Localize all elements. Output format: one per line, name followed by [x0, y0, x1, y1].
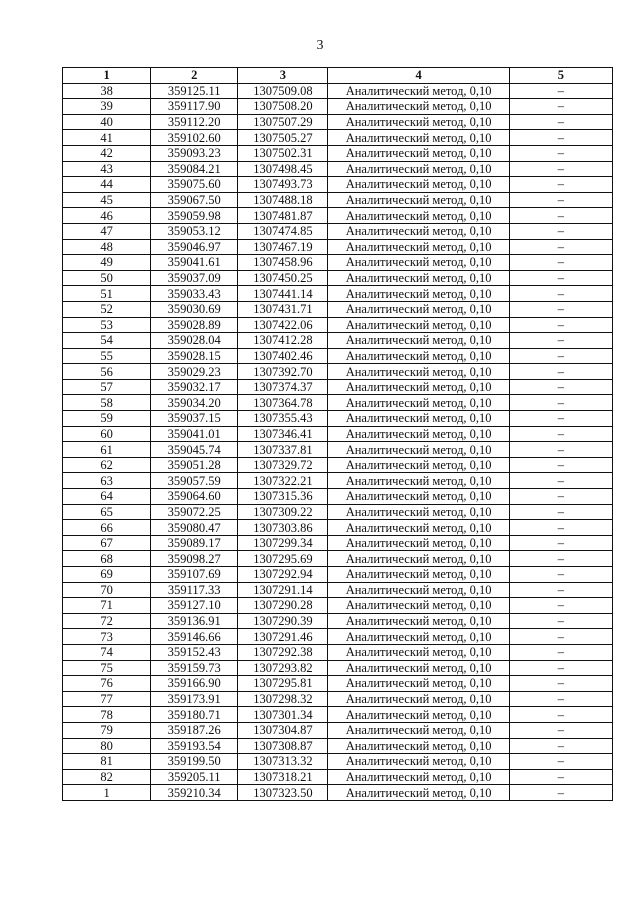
point-number-cell: 39	[63, 99, 151, 115]
y-coordinate-cell: 1307502.31	[238, 145, 328, 161]
accuracy-method-cell: Аналитический метод, 0,10	[328, 442, 509, 458]
y-coordinate-cell: 1307422.06	[238, 317, 328, 333]
point-number-cell: 60	[63, 426, 151, 442]
point-number-cell: 66	[63, 520, 151, 536]
x-coordinate-cell: 359064.60	[151, 489, 238, 505]
note-cell: –	[509, 348, 612, 364]
column-header: 1	[63, 68, 151, 84]
y-coordinate-cell: 1307323.50	[238, 785, 328, 801]
note-cell: –	[509, 426, 612, 442]
table-row	[63, 676, 613, 692]
note-cell: –	[509, 270, 612, 286]
y-coordinate-cell: 1307299.34	[238, 535, 328, 551]
y-coordinate-cell: 1307374.37	[238, 379, 328, 395]
accuracy-method-cell: Аналитический метод, 0,10	[328, 130, 509, 146]
table-row	[63, 145, 613, 161]
table-row	[63, 161, 613, 177]
y-coordinate-cell: 1307488.18	[238, 192, 328, 208]
table-row	[63, 644, 613, 660]
x-coordinate-cell: 359037.15	[151, 411, 238, 427]
point-number-cell: 64	[63, 489, 151, 505]
x-coordinate-cell: 359193.54	[151, 738, 238, 754]
table-row	[63, 130, 613, 146]
point-number-cell: 46	[63, 208, 151, 224]
y-coordinate-cell: 1307481.87	[238, 208, 328, 224]
accuracy-method-cell: Аналитический метод, 0,10	[328, 691, 509, 707]
point-number-cell: 79	[63, 722, 151, 738]
note-cell: –	[509, 567, 612, 583]
accuracy-method-cell: Аналитический метод, 0,10	[328, 333, 509, 349]
note-cell: –	[509, 691, 612, 707]
table-row	[63, 598, 613, 614]
table-body	[63, 83, 613, 800]
y-coordinate-cell: 1307508.20	[238, 99, 328, 115]
accuracy-method-cell: Аналитический метод, 0,10	[328, 535, 509, 551]
table-row	[63, 769, 613, 785]
table-row	[63, 239, 613, 255]
note-cell: –	[509, 598, 612, 614]
x-coordinate-cell: 359210.34	[151, 785, 238, 801]
point-number-cell: 75	[63, 660, 151, 676]
y-coordinate-cell: 1307298.32	[238, 691, 328, 707]
x-coordinate-cell: 359033.43	[151, 286, 238, 302]
note-cell: –	[509, 317, 612, 333]
accuracy-method-cell: Аналитический метод, 0,10	[328, 722, 509, 738]
x-coordinate-cell: 359173.91	[151, 691, 238, 707]
y-coordinate-cell: 1307493.73	[238, 177, 328, 193]
accuracy-method-cell: Аналитический метод, 0,10	[328, 161, 509, 177]
note-cell: –	[509, 769, 612, 785]
point-number-cell: 74	[63, 644, 151, 660]
table-row	[63, 333, 613, 349]
note-cell: –	[509, 551, 612, 567]
point-number-cell: 53	[63, 317, 151, 333]
point-number-cell: 40	[63, 114, 151, 130]
table-row	[63, 473, 613, 489]
point-number-cell: 51	[63, 286, 151, 302]
x-coordinate-cell: 359159.73	[151, 660, 238, 676]
note-cell: –	[509, 754, 612, 770]
note-cell: –	[509, 255, 612, 271]
column-header: 5	[509, 68, 612, 84]
accuracy-method-cell: Аналитический метод, 0,10	[328, 255, 509, 271]
point-number-cell: 49	[63, 255, 151, 271]
point-number-cell: 59	[63, 411, 151, 427]
accuracy-method-cell: Аналитический метод, 0,10	[328, 208, 509, 224]
note-cell: –	[509, 504, 612, 520]
table-row	[63, 785, 613, 801]
note-cell: –	[509, 722, 612, 738]
y-coordinate-cell: 1307295.81	[238, 676, 328, 692]
point-number-cell: 58	[63, 395, 151, 411]
point-number-cell: 50	[63, 270, 151, 286]
x-coordinate-cell: 359046.97	[151, 239, 238, 255]
y-coordinate-cell: 1307309.22	[238, 504, 328, 520]
page-number: 3	[316, 38, 324, 53]
y-coordinate-cell: 1307431.71	[238, 301, 328, 317]
table-row	[63, 582, 613, 598]
x-coordinate-cell: 359041.01	[151, 426, 238, 442]
accuracy-method-cell: Аналитический метод, 0,10	[328, 411, 509, 427]
accuracy-method-cell: Аналитический метод, 0,10	[328, 348, 509, 364]
table-row	[63, 613, 613, 629]
y-coordinate-cell: 1307505.27	[238, 130, 328, 146]
x-coordinate-cell: 359205.11	[151, 769, 238, 785]
y-coordinate-cell: 1307292.94	[238, 567, 328, 583]
x-coordinate-cell: 359075.60	[151, 177, 238, 193]
x-coordinate-cell: 359028.04	[151, 333, 238, 349]
table-header-row	[63, 68, 613, 84]
column-header: 3	[238, 68, 328, 84]
point-number-cell: 61	[63, 442, 151, 458]
x-coordinate-cell: 359127.10	[151, 598, 238, 614]
x-coordinate-cell: 359117.90	[151, 99, 238, 115]
x-coordinate-cell: 359028.89	[151, 317, 238, 333]
x-coordinate-cell: 359030.69	[151, 301, 238, 317]
table-row	[63, 364, 613, 380]
point-number-cell: 62	[63, 457, 151, 473]
x-coordinate-cell: 359034.20	[151, 395, 238, 411]
y-coordinate-cell: 1307474.85	[238, 223, 328, 239]
accuracy-method-cell: Аналитический метод, 0,10	[328, 114, 509, 130]
table-row	[63, 411, 613, 427]
point-number-cell: 71	[63, 598, 151, 614]
y-coordinate-cell: 1307290.28	[238, 598, 328, 614]
note-cell: –	[509, 613, 612, 629]
y-coordinate-cell: 1307412.28	[238, 333, 328, 349]
point-number-cell: 42	[63, 145, 151, 161]
table-row	[63, 691, 613, 707]
table-row	[63, 489, 613, 505]
note-cell: –	[509, 738, 612, 754]
point-number-cell: 73	[63, 629, 151, 645]
point-number-cell: 78	[63, 707, 151, 723]
point-number-cell: 65	[63, 504, 151, 520]
accuracy-method-cell: Аналитический метод, 0,10	[328, 286, 509, 302]
note-cell: –	[509, 442, 612, 458]
x-coordinate-cell: 359053.12	[151, 223, 238, 239]
x-coordinate-cell: 359080.47	[151, 520, 238, 536]
y-coordinate-cell: 1307467.19	[238, 239, 328, 255]
note-cell: –	[509, 660, 612, 676]
accuracy-method-cell: Аналитический метод, 0,10	[328, 473, 509, 489]
y-coordinate-cell: 1307458.96	[238, 255, 328, 271]
x-coordinate-cell: 359107.69	[151, 567, 238, 583]
x-coordinate-cell: 359125.11	[151, 83, 238, 99]
table-row	[63, 192, 613, 208]
note-cell: –	[509, 411, 612, 427]
note-cell: –	[509, 676, 612, 692]
accuracy-method-cell: Аналитический метод, 0,10	[328, 270, 509, 286]
y-coordinate-cell: 1307329.72	[238, 457, 328, 473]
table-row	[63, 426, 613, 442]
y-coordinate-cell: 1307364.78	[238, 395, 328, 411]
table-row	[63, 504, 613, 520]
y-coordinate-cell: 1307392.70	[238, 364, 328, 380]
point-number-cell: 82	[63, 769, 151, 785]
x-coordinate-cell: 359117.33	[151, 582, 238, 598]
accuracy-method-cell: Аналитический метод, 0,10	[328, 769, 509, 785]
table-row	[63, 442, 613, 458]
accuracy-method-cell: Аналитический метод, 0,10	[328, 738, 509, 754]
note-cell: –	[509, 489, 612, 505]
accuracy-method-cell: Аналитический метод, 0,10	[328, 613, 509, 629]
y-coordinate-cell: 1307301.34	[238, 707, 328, 723]
x-coordinate-cell: 359187.26	[151, 722, 238, 738]
note-cell: –	[509, 644, 612, 660]
table-row	[63, 660, 613, 676]
point-number-cell: 76	[63, 676, 151, 692]
x-coordinate-cell: 359180.71	[151, 707, 238, 723]
y-coordinate-cell: 1307315.36	[238, 489, 328, 505]
note-cell: –	[509, 535, 612, 551]
table-row	[63, 395, 613, 411]
accuracy-method-cell: Аналитический метод, 0,10	[328, 644, 509, 660]
accuracy-method-cell: Аналитический метод, 0,10	[328, 520, 509, 536]
table-row	[63, 707, 613, 723]
note-cell: –	[509, 130, 612, 146]
column-header: 4	[328, 68, 509, 84]
x-coordinate-cell: 359072.25	[151, 504, 238, 520]
y-coordinate-cell: 1307295.69	[238, 551, 328, 567]
y-coordinate-cell: 1307291.14	[238, 582, 328, 598]
note-cell: –	[509, 192, 612, 208]
y-coordinate-cell: 1307313.32	[238, 754, 328, 770]
table-row	[63, 208, 613, 224]
note-cell: –	[509, 582, 612, 598]
x-coordinate-cell: 359032.17	[151, 379, 238, 395]
x-coordinate-cell: 359067.50	[151, 192, 238, 208]
accuracy-method-cell: Аналитический метод, 0,10	[328, 301, 509, 317]
table-row	[63, 629, 613, 645]
point-number-cell: 43	[63, 161, 151, 177]
x-coordinate-cell: 359166.90	[151, 676, 238, 692]
y-coordinate-cell: 1307337.81	[238, 442, 328, 458]
accuracy-method-cell: Аналитический метод, 0,10	[328, 457, 509, 473]
accuracy-method-cell: Аналитический метод, 0,10	[328, 785, 509, 801]
x-coordinate-cell: 359199.50	[151, 754, 238, 770]
note-cell: –	[509, 301, 612, 317]
y-coordinate-cell: 1307441.14	[238, 286, 328, 302]
accuracy-method-cell: Аналитический метод, 0,10	[328, 598, 509, 614]
table-row	[63, 457, 613, 473]
y-coordinate-cell: 1307509.08	[238, 83, 328, 99]
column-header: 2	[151, 68, 238, 84]
point-number-cell: 48	[63, 239, 151, 255]
table-row	[63, 520, 613, 536]
note-cell: –	[509, 395, 612, 411]
table-row	[63, 99, 613, 115]
note-cell: –	[509, 473, 612, 489]
y-coordinate-cell: 1307291.46	[238, 629, 328, 645]
note-cell: –	[509, 364, 612, 380]
note-cell: –	[509, 333, 612, 349]
accuracy-method-cell: Аналитический метод, 0,10	[328, 395, 509, 411]
point-number-cell: 70	[63, 582, 151, 598]
x-coordinate-cell: 359057.59	[151, 473, 238, 489]
note-cell: –	[509, 785, 612, 801]
note-cell: –	[509, 99, 612, 115]
accuracy-method-cell: Аналитический метод, 0,10	[328, 676, 509, 692]
point-number-cell: 72	[63, 613, 151, 629]
accuracy-method-cell: Аналитический метод, 0,10	[328, 504, 509, 520]
note-cell: –	[509, 83, 612, 99]
accuracy-method-cell: Аналитический метод, 0,10	[328, 192, 509, 208]
point-number-cell: 67	[63, 535, 151, 551]
y-coordinate-cell: 1307355.43	[238, 411, 328, 427]
point-number-cell: 41	[63, 130, 151, 146]
point-number-cell: 81	[63, 754, 151, 770]
point-number-cell: 54	[63, 333, 151, 349]
y-coordinate-cell: 1307304.87	[238, 722, 328, 738]
note-cell: –	[509, 707, 612, 723]
table-row	[63, 223, 613, 239]
x-coordinate-cell: 359045.74	[151, 442, 238, 458]
table-row	[63, 177, 613, 193]
x-coordinate-cell: 359136.91	[151, 613, 238, 629]
y-coordinate-cell: 1307292.38	[238, 644, 328, 660]
note-cell: –	[509, 629, 612, 645]
x-coordinate-cell: 359152.43	[151, 644, 238, 660]
table-row	[63, 379, 613, 395]
accuracy-method-cell: Аналитический метод, 0,10	[328, 489, 509, 505]
x-coordinate-cell: 359102.60	[151, 130, 238, 146]
table-row	[63, 286, 613, 302]
accuracy-method-cell: Аналитический метод, 0,10	[328, 707, 509, 723]
table-row	[63, 348, 613, 364]
note-cell: –	[509, 286, 612, 302]
accuracy-method-cell: Аналитический метод, 0,10	[328, 660, 509, 676]
point-number-cell: 52	[63, 301, 151, 317]
accuracy-method-cell: Аналитический метод, 0,10	[328, 239, 509, 255]
point-number-cell: 45	[63, 192, 151, 208]
y-coordinate-cell: 1307402.46	[238, 348, 328, 364]
point-number-cell: 68	[63, 551, 151, 567]
accuracy-method-cell: Аналитический метод, 0,10	[328, 83, 509, 99]
point-number-cell: 56	[63, 364, 151, 380]
point-number-cell: 63	[63, 473, 151, 489]
note-cell: –	[509, 114, 612, 130]
accuracy-method-cell: Аналитический метод, 0,10	[328, 379, 509, 395]
table-row	[63, 83, 613, 99]
accuracy-method-cell: Аналитический метод, 0,10	[328, 145, 509, 161]
y-coordinate-cell: 1307290.39	[238, 613, 328, 629]
table-row	[63, 738, 613, 754]
note-cell: –	[509, 520, 612, 536]
accuracy-method-cell: Аналитический метод, 0,10	[328, 99, 509, 115]
y-coordinate-cell: 1307450.25	[238, 270, 328, 286]
note-cell: –	[509, 145, 612, 161]
x-coordinate-cell: 359146.66	[151, 629, 238, 645]
accuracy-method-cell: Аналитический метод, 0,10	[328, 567, 509, 583]
accuracy-method-cell: Аналитический метод, 0,10	[328, 223, 509, 239]
note-cell: –	[509, 177, 612, 193]
accuracy-method-cell: Аналитический метод, 0,10	[328, 317, 509, 333]
x-coordinate-cell: 359089.17	[151, 535, 238, 551]
y-coordinate-cell: 1307308.87	[238, 738, 328, 754]
point-number-cell: 1	[63, 785, 151, 801]
accuracy-method-cell: Аналитический метод, 0,10	[328, 551, 509, 567]
table-row	[63, 722, 613, 738]
y-coordinate-cell: 1307318.21	[238, 769, 328, 785]
x-coordinate-cell: 359051.28	[151, 457, 238, 473]
point-number-cell: 69	[63, 567, 151, 583]
coordinates-table	[62, 67, 613, 801]
x-coordinate-cell: 359112.20	[151, 114, 238, 130]
point-number-cell: 57	[63, 379, 151, 395]
point-number-cell: 47	[63, 223, 151, 239]
point-number-cell: 77	[63, 691, 151, 707]
note-cell: –	[509, 239, 612, 255]
y-coordinate-cell: 1307346.41	[238, 426, 328, 442]
x-coordinate-cell: 359037.09	[151, 270, 238, 286]
table-row	[63, 255, 613, 271]
y-coordinate-cell: 1307293.82	[238, 660, 328, 676]
y-coordinate-cell: 1307322.21	[238, 473, 328, 489]
x-coordinate-cell: 359098.27	[151, 551, 238, 567]
accuracy-method-cell: Аналитический метод, 0,10	[328, 582, 509, 598]
table-row	[63, 114, 613, 130]
table-row	[63, 301, 613, 317]
note-cell: –	[509, 379, 612, 395]
table-row	[63, 535, 613, 551]
note-cell: –	[509, 223, 612, 239]
accuracy-method-cell: Аналитический метод, 0,10	[328, 426, 509, 442]
accuracy-method-cell: Аналитический метод, 0,10	[328, 364, 509, 380]
note-cell: –	[509, 208, 612, 224]
x-coordinate-cell: 359028.15	[151, 348, 238, 364]
point-number-cell: 38	[63, 83, 151, 99]
point-number-cell: 55	[63, 348, 151, 364]
note-cell: –	[509, 161, 612, 177]
note-cell: –	[509, 457, 612, 473]
x-coordinate-cell: 359029.23	[151, 364, 238, 380]
table-row	[63, 754, 613, 770]
accuracy-method-cell: Аналитический метод, 0,10	[328, 177, 509, 193]
y-coordinate-cell: 1307498.45	[238, 161, 328, 177]
table-row	[63, 317, 613, 333]
table-row	[63, 567, 613, 583]
table-row	[63, 270, 613, 286]
accuracy-method-cell: Аналитический метод, 0,10	[328, 754, 509, 770]
accuracy-method-cell: Аналитический метод, 0,10	[328, 629, 509, 645]
point-number-cell: 44	[63, 177, 151, 193]
x-coordinate-cell: 359041.61	[151, 255, 238, 271]
x-coordinate-cell: 359059.98	[151, 208, 238, 224]
table-row	[63, 551, 613, 567]
y-coordinate-cell: 1307303.86	[238, 520, 328, 536]
point-number-cell: 80	[63, 738, 151, 754]
y-coordinate-cell: 1307507.29	[238, 114, 328, 130]
x-coordinate-cell: 359093.23	[151, 145, 238, 161]
x-coordinate-cell: 359084.21	[151, 161, 238, 177]
